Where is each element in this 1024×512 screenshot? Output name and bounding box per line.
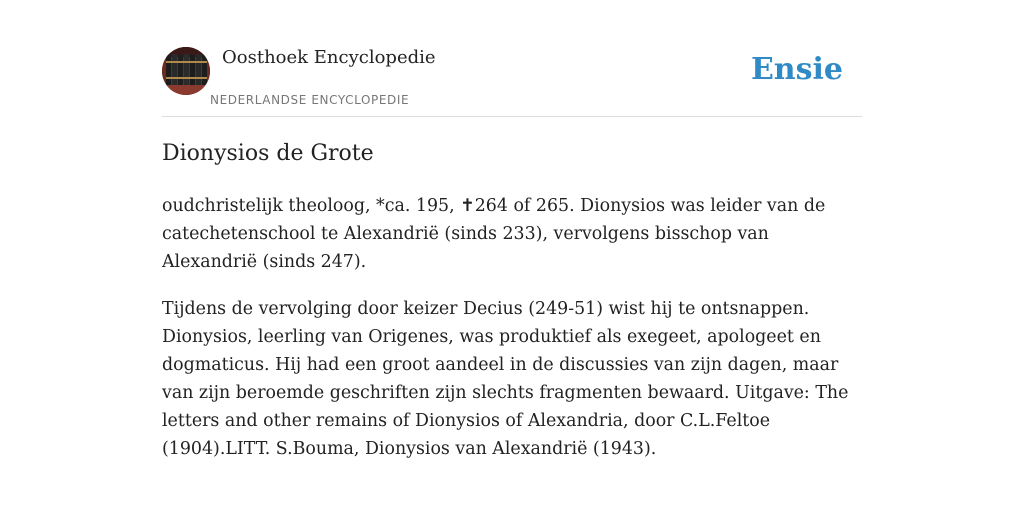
article-paragraph: Tijdens de vervolging door keizer Decius (249-51) wist hij te ontsnappen. Dionysios, leerling van Origenes, was produktief als exegeet, apologeet en dogmaticus. Hij had een groot aandeel in de discussies van zijn dagen, maar van zijn beroemde geschriften zijn slechts fragmenten bewaard. Uitgave: The letters and other remains of Dionysios of Alexandria, door C.L.Feltoe (1904).LITT. S.Bouma, Dionysios van Alexandrië (1943). [162, 299, 849, 459]
source-title[interactable]: Oosthoek Encyclopedie [222, 47, 436, 68]
article-paragraph: oudchristelijk theoloog, *ca. 195, ✝264 of 265. Dionysios was leider van de catechetenschool te Alexandrië (sinds 233), vervolgens bisschop van Alexandrië (sinds 247). [162, 196, 826, 272]
article-title: Dionysios de Grote [162, 141, 374, 166]
source-subtitle: NEDERLANDSE ENCYCLOPEDIE [210, 93, 410, 107]
page-header [162, 46, 862, 117]
article [162, 138, 862, 463]
encyclopedia-books-icon[interactable] [162, 47, 210, 95]
brand-logo[interactable]: Ensie [750, 52, 843, 87]
